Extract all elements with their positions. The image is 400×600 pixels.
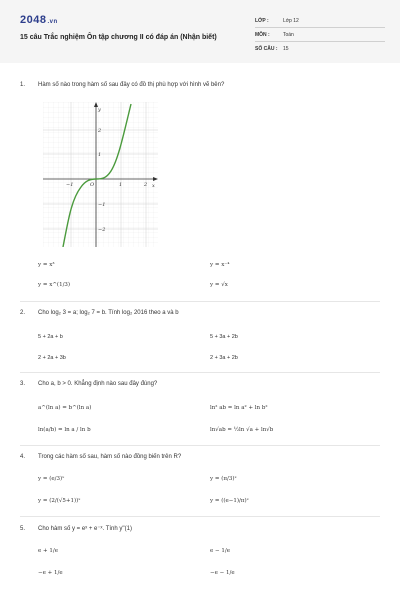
- answer-option-b[interactable]: ln² ab = ln a² + ln b²: [210, 405, 268, 411]
- question-text: Trong các hàm số sau, hàm số nào đồng biến trên R?: [38, 454, 182, 460]
- divider: [20, 301, 380, 302]
- question-text: Hàm số nào trong hàm số sau đây có đồ thị phù hợp với hình vẽ bên?: [38, 82, 225, 88]
- divider: [20, 372, 380, 373]
- site-logo[interactable]: [20, 14, 58, 26]
- question-number: 2.: [20, 310, 26, 316]
- logo-suffix: .vn: [47, 19, 58, 25]
- origin-label: O: [90, 182, 95, 188]
- logo-text: 2048: [20, 14, 47, 26]
- question-4: [20, 454, 181, 460]
- divider: [255, 27, 385, 28]
- question-number: 4.: [20, 454, 26, 460]
- answer-option-b[interactable]: e − 1/e: [210, 548, 230, 554]
- question-2: [20, 310, 179, 316]
- y-tick-label: 2: [98, 128, 102, 134]
- function-graph: [43, 102, 158, 247]
- answer-option-c[interactable]: −e + 1/e: [38, 570, 63, 576]
- answer-option-d[interactable]: y = ((e−1)/π)ˣ: [210, 498, 249, 504]
- subject-row: [255, 32, 294, 38]
- x-tick-label: 2: [144, 182, 148, 188]
- question-text: Cho a, b > 0. Khẳng định nào sau đây đúng?: [38, 381, 158, 387]
- graph-grid: [43, 102, 158, 247]
- divider: [20, 516, 380, 517]
- question-5: [20, 525, 132, 532]
- x-tick-label: 1: [119, 182, 123, 188]
- answer-option-c[interactable]: 2 + 2a + 3b: [38, 355, 66, 361]
- answer-option-c[interactable]: y = (2/(√5+1))ˣ: [38, 498, 81, 504]
- x-axis-label: x: [152, 183, 155, 189]
- count-row: [255, 46, 289, 52]
- class-row: [255, 18, 299, 24]
- subject-value: Toán: [283, 32, 294, 38]
- count-value: 15: [283, 46, 289, 52]
- answer-option-d[interactable]: 2 + 3a + 2b: [210, 355, 238, 361]
- count-label: SỐ CÂU :: [255, 46, 278, 52]
- answer-option-a[interactable]: y = x³: [38, 262, 55, 268]
- divider: [255, 41, 385, 42]
- answer-option-c[interactable]: y = x^(1/3): [38, 282, 71, 288]
- subject-label: MÔN :: [255, 32, 270, 38]
- answer-option-b[interactable]: y = x⁻⁴: [210, 262, 230, 268]
- x-tick-label: −1: [66, 182, 74, 188]
- answer-option-a[interactable]: y = (e/3)ˣ: [38, 476, 65, 482]
- class-label: LỚP :: [255, 18, 269, 24]
- question-text: Cho hàm số y = eˣ + e⁻ˣ. Tính y''(1): [38, 526, 132, 532]
- answer-option-a[interactable]: e + 1/e: [38, 548, 58, 554]
- question-number: 1.: [20, 82, 26, 88]
- y-axis-label: y: [98, 107, 101, 113]
- answer-option-c[interactable]: ln(a/b) = ln a / ln b: [38, 427, 91, 433]
- y-tick-label: 1: [98, 152, 102, 158]
- question-number: 3.: [20, 381, 26, 387]
- answer-option-d[interactable]: y = √x: [210, 282, 228, 288]
- question-text: Cho log₂ 3 = a; log₂ 7 = b. Tính log₂ 2016 theo a và b: [38, 310, 179, 316]
- page-title: 15 câu Trắc nghiệm Ôn tập chương II có đáp án (Nhận biết): [20, 34, 217, 41]
- page-header: [0, 0, 400, 63]
- answer-option-d[interactable]: ln√ab = ½ln √a + ln√b: [210, 427, 274, 433]
- question-3: [20, 381, 157, 387]
- answer-option-a[interactable]: 5 + 2a + b: [38, 334, 63, 340]
- y-tick-label: −2: [98, 227, 106, 233]
- y-tick-label: −1: [98, 202, 106, 208]
- class-value: Lớp 12: [283, 18, 299, 24]
- answer-option-b[interactable]: y = (π/3)ˣ: [210, 476, 237, 482]
- divider: [20, 445, 380, 446]
- answer-option-b[interactable]: 5 + 3a + 2b: [210, 334, 238, 340]
- question-number: 5.: [20, 526, 26, 532]
- answer-option-a[interactable]: a^(ln a) = b^(ln a): [38, 405, 92, 411]
- answer-option-d[interactable]: −e − 1/e: [210, 570, 235, 576]
- question-1: [20, 82, 224, 88]
